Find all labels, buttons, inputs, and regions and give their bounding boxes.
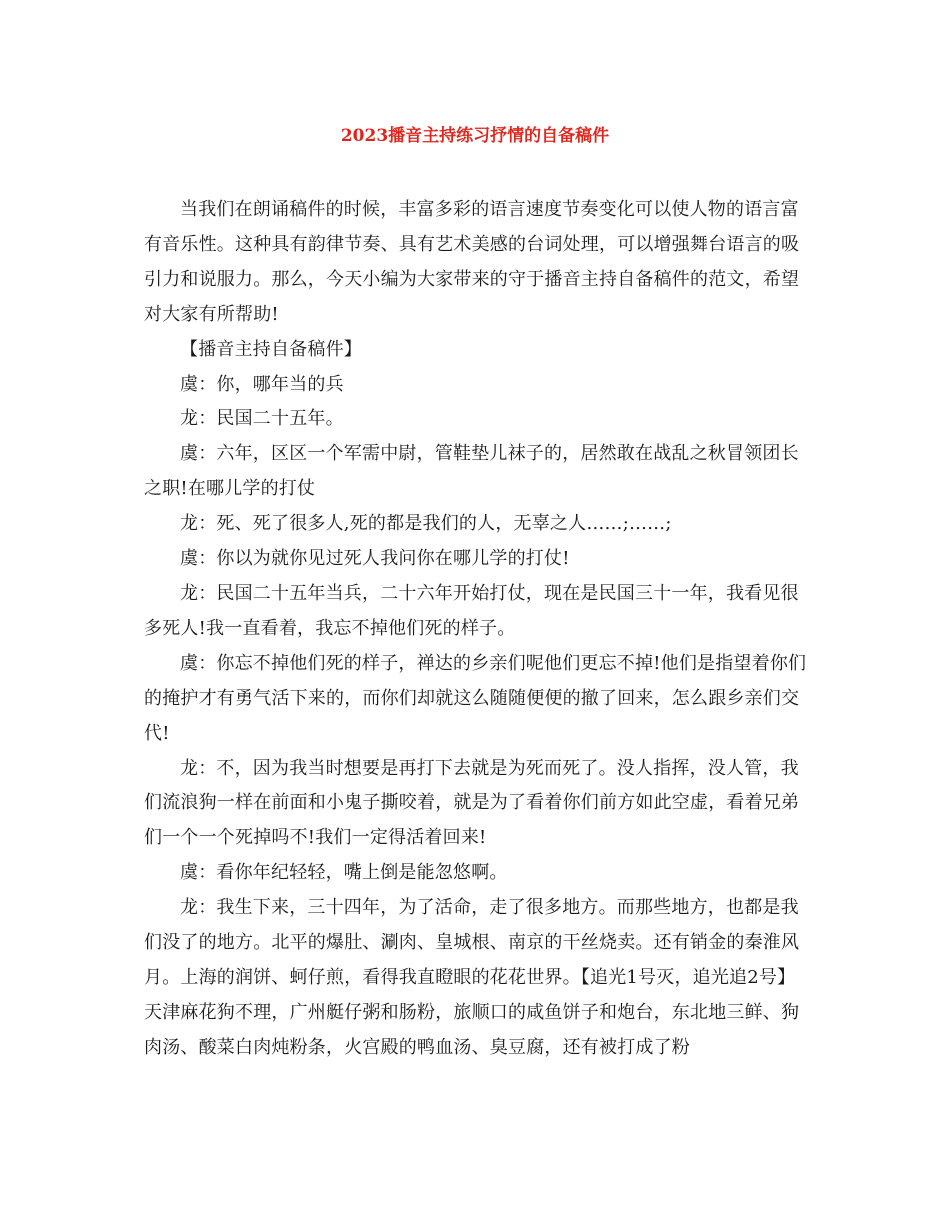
dialogue-line: 龙：死、死了很多人,死的都是我们的人，无辜之人……;……;	[180, 513, 672, 535]
dialogue-line: 龙：不，因为我当时想要是再打下去就是为死而死了。没人指挥，没人管，我们流浪狗一样在前面和小鬼子撕咬着，就是为了看着你们前方如此空虚，看着兄弟们一个一个死掉吗不!我们一定得活着回来!	[144, 757, 800, 849]
dialogue-line: 龙：我生下来，三十四年，为了活命，走了很多地方。而那些地方，也都是我们没了的地方。北平的爆肚、涮肉、皇城根、南京的干丝烧卖。还有销金的秦淮风月。上海的润饼、蚵仔煎，看得我直瞪眼的花花世界。【追光1号灭，追光追2号】天津麻花狗不理，广州艇仔粥和肠粉，旅顺口的咸鱼饼子和炮台，东北地三鲜、狗肉汤、酸菜白肉炖粉条，火宫殿的鸭血汤、臭豆腐，还有被打成了粉	[144, 897, 800, 1058]
dialogue-line: 龙：民国二十五年当兵，二十六年开始打仗，现在是民国三十一年，我看见很多死人!我一直看着，我忘不掉他们死的样子。	[144, 582, 799, 639]
dialogue-line: 龙：民国二十五年。	[180, 408, 344, 430]
dialogue-line: 虞：看你年纪轻轻，嘴上倒是能忽悠啊。	[180, 862, 508, 884]
dialogue-line: 虞：你，哪年当的兵	[180, 373, 344, 395]
paragraph-section-heading: 【播音主持自备稿件】	[180, 338, 362, 360]
dialogue-line: 虞：你以为就你见过死人我问你在哪儿学的打仗!	[180, 548, 570, 570]
document-body	[144, 193, 812, 1066]
paragraph-intro: 当我们在朗诵稿件的时候，丰富多彩的语言速度节奏变化可以使人物的语言富有音乐性。这种具有韵律节奏、具有艺术美感的台词处理，可以增强舞台语言的吸引力和说服力。那么，今天小编为大家带来的守于播音主持自备稿件的范文，希望对大家有所帮助!	[144, 199, 800, 325]
dialogue-line: 虞：你忘不掉他们死的样子，禅达的乡亲们呢他们更忘不掉!他们是指望着你们的掩护才有勇气活下来的，而你们却就这么随随便便的撤了回来，怎么跟乡亲们交代!	[144, 652, 807, 744]
dialogue-line: 虞：六年，区区一个军需中尉，管鞋垫儿袜子的，居然敢在战乱之秋冒领团长之职!在哪儿学的打仗	[144, 443, 799, 500]
document-title: 2023播音主持练习抒情的自备稿件	[340, 126, 610, 146]
